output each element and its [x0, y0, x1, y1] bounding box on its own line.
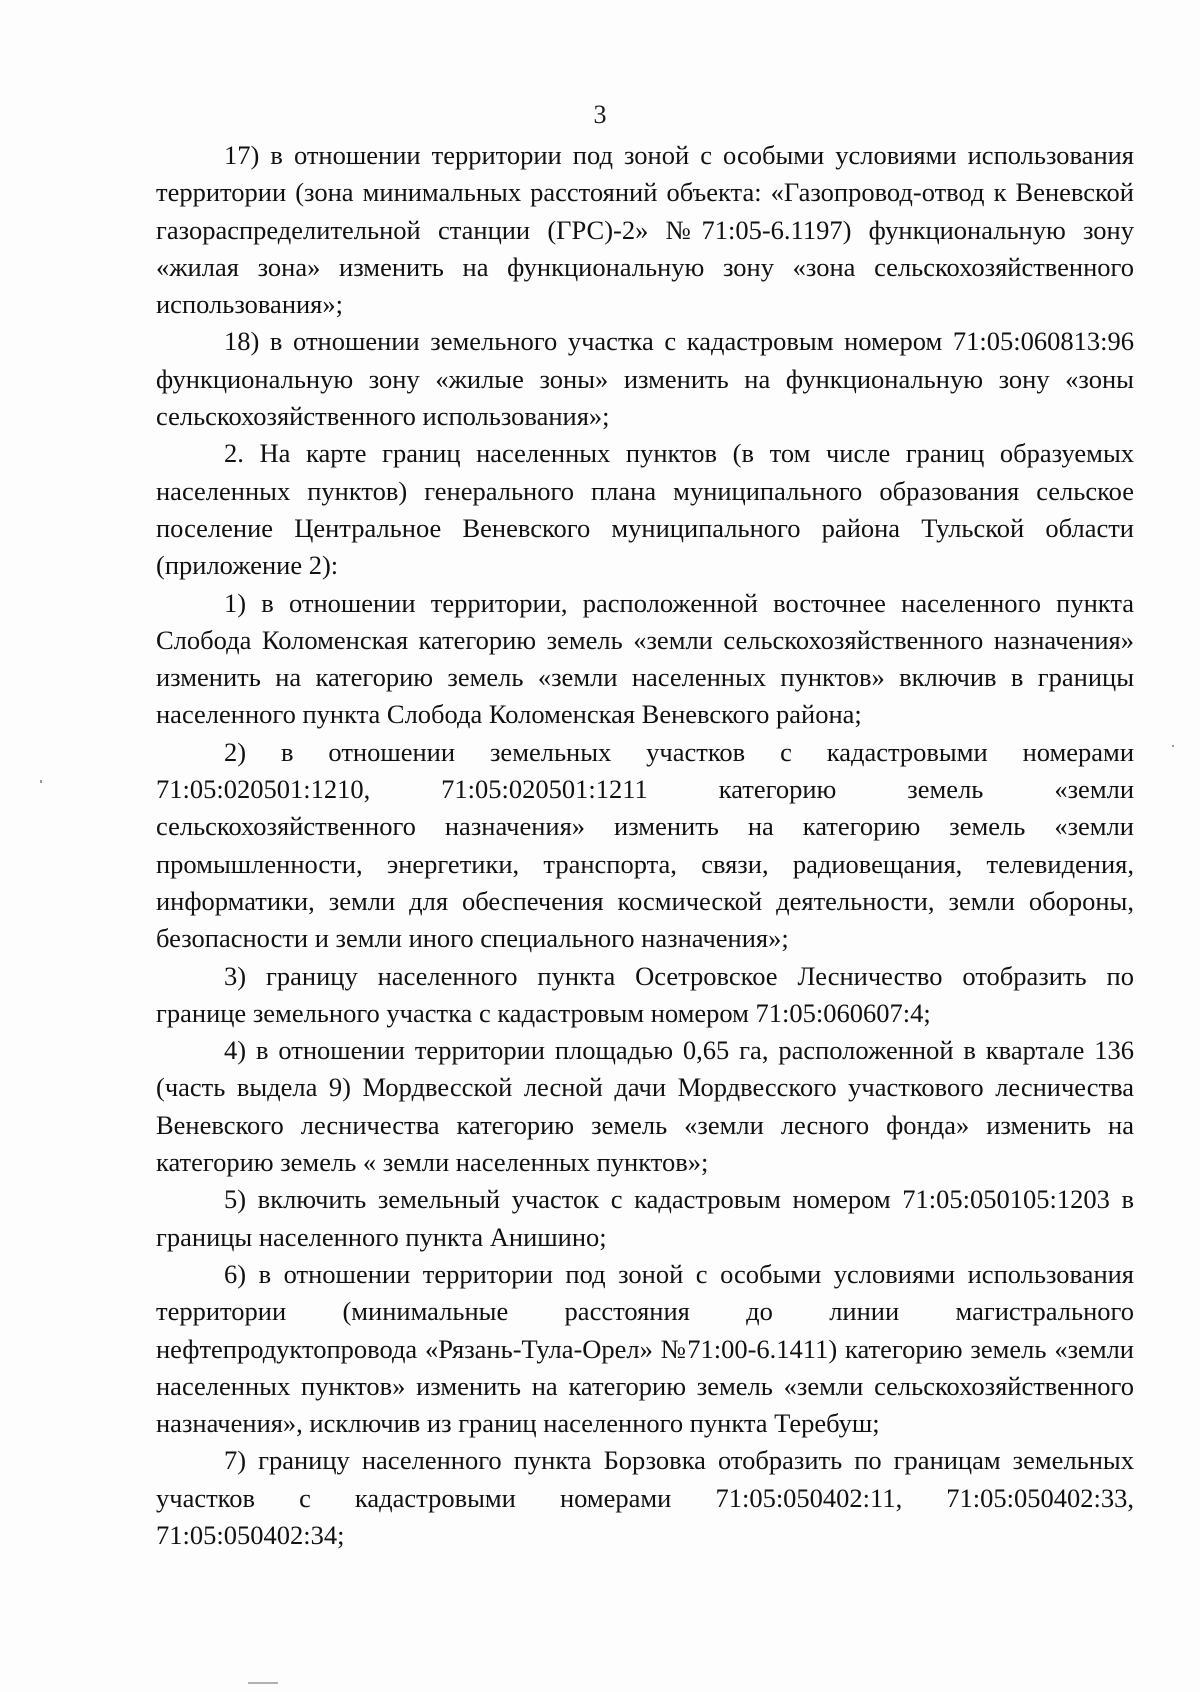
- page-number: 3: [593, 100, 607, 129]
- paragraph-item-2: 2) в отношении земельных участков с кадастровыми номерами 71:05:020501:1210, 71:05:020501:1211 категорию земель «земли сельскохозяйственного назначения» изменить на категорию земель «земли промышленности, энергетики, транспорта, связи, радиовещания, телевидения, информатики, земли для обеспечения космической деятельности, земли обороны, безопасности и земли иного специального назначения»;: [156, 736, 1134, 954]
- paragraph-item-5: 5) включить земельный участок с кадастровым номером 71:05:050105:1203 в границы населенного пункта Анишино;: [156, 1184, 1134, 1252]
- paragraph-item-4: 4) в отношении территории площадью 0,65 га, расположенной в квартале 136 (часть выдела 9) Мордвесской лесной дачи Мордвесского участкового лесничества Веневского лесничества категорию земель «земли лесного фонда» изменить на категорию земель « земли населенных пунктов»;: [156, 1035, 1134, 1178]
- paragraph-item-17: 17) в отношении территории под зоной с особыми условиями использования территории (зона минимальных расстояний объекта: «Газопровод-отвод к Веневской газораспределительной станции (ГРС)-2» №71:05-6.1197) функциональную зону «жилая зона» изменить на функциональную зону «зона сельскохозяйственного использования»;: [156, 140, 1134, 320]
- paragraph-item-7: 7) границу населенного пункта Борзовка отобразить по границам земельных участков с кадастровыми номерами 71:05:050402:11, 71:05:050402:33, 71:05:050402:34;: [156, 1445, 1134, 1550]
- paragraph-section-2: 2. На карте границ населенных пунктов (в том числе границ образуемых населенных пунктов) генерального плана муниципального образования сельское поселение Центральное Веневского муниципального района Тульской области (приложение 2):: [156, 438, 1134, 581]
- paragraph-item-1: 1) в отношении территории, расположенной восточнее населенного пункта Слобода Коломенская категорию земель «земли сельскохозяйственного назначения» изменить на категорию земель «земли населенных пунктов» включив в границы населенного пункта Слобода Коломенская Веневского района;: [156, 587, 1134, 730]
- scan-speck: [1172, 745, 1174, 747]
- scan-speck: [40, 780, 42, 783]
- paragraph-item-3: 3) границу населенного пункта Осетровское Лесничество отобразить по границе земельного участка с кадастровым номером 71:05:060607:4;: [156, 960, 1134, 1028]
- scan-mark: [248, 1682, 278, 1684]
- paragraph-item-18: 18) в отношении земельного участка с кадастровым номером 71:05:060813:96 функциональную зону «жилые зоны» изменить на функциональную зону «зоны сельскохозяйственного использования»;: [156, 326, 1134, 432]
- paragraph-item-6: 6) в отношении территории под зоной с особыми условиями использования территории (минимальные расстояния до линии магистрального нефтепродуктопровода «Рязань-Тула-Орел» №71:00-6.1411) категорию земель «земли населенных пунктов» изменить на категорию земель «земли сельскохозяйственного назначения», исключив из границ населенного пункта Теребуш;: [156, 1258, 1134, 1439]
- document-body: [156, 137, 1134, 1554]
